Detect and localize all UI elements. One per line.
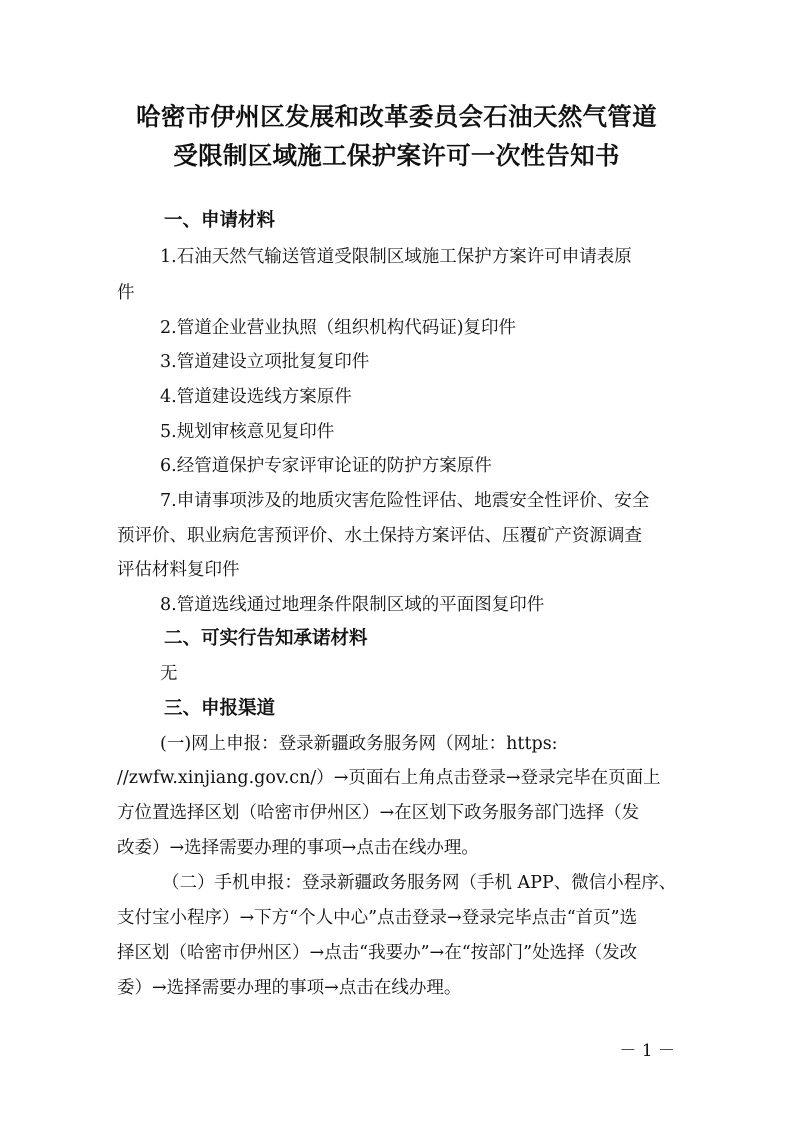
online-declaration-line-1: (一)网上申报：登录新疆政务服务网（网址：https: — [160, 734, 558, 754]
online-declaration-line-3: 方位置选择区划（哈密市伊州区）→在区划下政务服务部门选择（发 — [117, 803, 640, 823]
material-item-8: 8.管道选线通过地理条件限制区域的平面图复印件 — [160, 595, 545, 615]
commitment-content: 无 — [160, 664, 178, 684]
material-item-5: 5.规划审核意见复印件 — [160, 422, 335, 442]
material-item-3: 3.管道建设立项批复复印件 — [160, 352, 370, 372]
material-item-1-line-1: 1.石油天然气输送管道受限制区域施工保护方案许可申请表原 — [160, 247, 632, 267]
material-item-2: 2.管道企业营业执照（组织机构代码证)复印件 — [160, 318, 517, 338]
material-item-6: 6.经管道保护专家评审论证的防护方案原件 — [160, 456, 492, 476]
online-declaration-line-2: //zwfw.xinjiang.gov.cn/）→页面右上角点击登录→登录完毕在页面上 — [117, 768, 661, 788]
section-heading-channels: 三、申报渠道 — [164, 698, 276, 719]
online-declaration-line-4: 改委）→选择需要办理的事项→点击在线办理。 — [117, 838, 479, 858]
material-item-7-line-3: 评估材料复印件 — [117, 560, 240, 580]
mobile-declaration-line-2: 支付宝小程序）→下方“个人中心”点击登录→登录完毕点击“首页”选 — [117, 908, 638, 928]
material-item-1-line-2: 件 — [117, 283, 135, 303]
page-number: － 1 － — [619, 1041, 675, 1061]
mobile-declaration-line-4: 委）→选择需要办理的事项→点击在线办理。 — [117, 978, 462, 998]
document-title-line-2: 受限制区域施工保护案许可一次性告知书 — [173, 141, 620, 170]
mobile-declaration-line-1: （二）手机申报：登录新疆政务服务网（手机 APP、微信小程序、 — [162, 873, 677, 893]
mobile-declaration-line-3: 择区划（哈密市伊州区）→点击“我要办”→在“按部门”处选择（发改 — [117, 943, 638, 963]
material-item-7-line-1: 7.申请事项涉及的地质灾害危险性评估、地震安全性评价、安全 — [160, 491, 650, 511]
material-item-4: 4.管道建设选线方案原件 — [160, 387, 352, 407]
material-item-7-line-2: 预评价、职业病危害预评价、水土保持方案评估、压覆矿产资源调查 — [117, 526, 642, 546]
section-heading-commitment: 二、可实行告知承诺材料 — [164, 628, 368, 649]
document-title-line-1: 哈密市伊州区发展和改革委员会石油天然气管道 — [136, 102, 657, 131]
section-heading-materials: 一、申请材料 — [164, 210, 276, 231]
